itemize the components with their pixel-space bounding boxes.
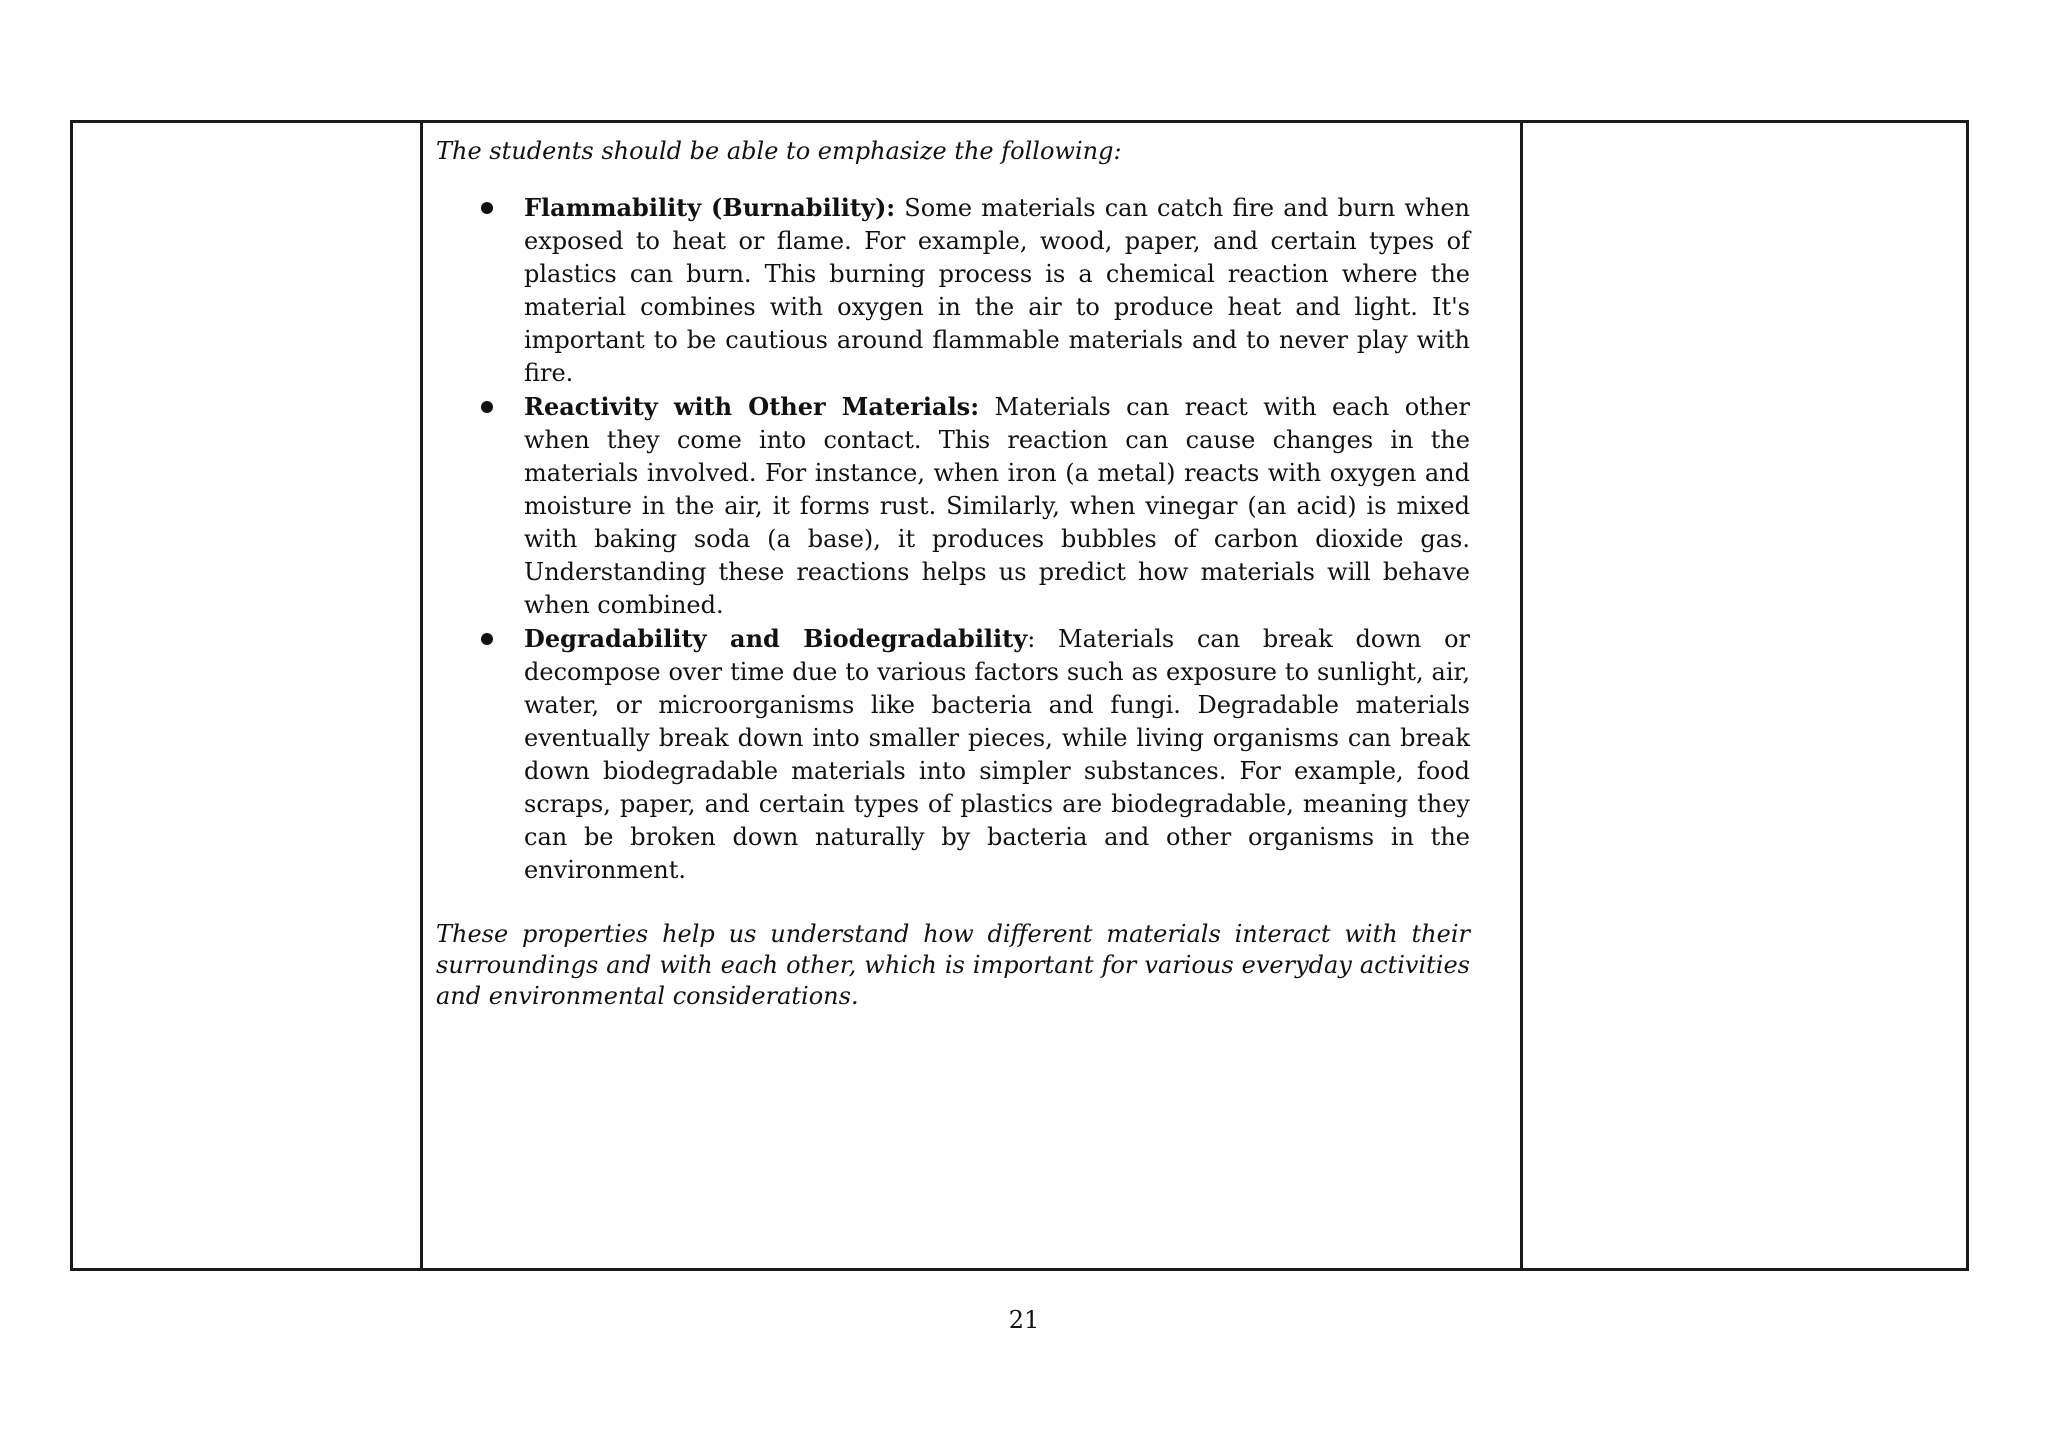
bullet-term: Reactivity with Other Materials:	[524, 392, 980, 421]
list-item-degradability	[436, 622, 1470, 887]
bullet-term: Degradability and Biodegradability	[524, 624, 1028, 653]
page-number: 21	[1008, 1306, 1040, 1334]
bullet-icon	[481, 202, 493, 214]
bullet-icon	[481, 401, 493, 413]
bullet-term: Flammability (Burnability):	[524, 193, 896, 222]
bullet-text: Materials can react with each other when they come into contact. This reaction can cause changes in the materials involved. For instance, when iron (a metal) reacts with oxygen and moisture in the air, it forms rust. Similarly, when vinegar (an acid) is mixed with baking soda (a base), it produces bubbles of carbon dioxide gas. Understanding these reactions helps us predict how materials will behave when combined.	[524, 393, 1471, 619]
right-cell	[1520, 123, 1966, 1268]
bullet-text: : Materials can break down or decompose over time due to various factors such as exposure to sunlight, air, water, or microorganisms like bacteria and fungi. Degradable materials eventually break down into smaller pieces, while living organisms can break down biodegradable materials into simpler substances. For example, food scraps, paper, and certain types of plastics are biodegradable, meaning they can be broken down naturally by bacteria and other organisms in the environment.	[524, 625, 1470, 884]
properties-list	[436, 191, 1470, 887]
middle-cell-content	[436, 135, 1470, 1012]
middle-cell	[423, 123, 1520, 1268]
bullet-text: Some materials can catch fire and burn when exposed to heat or flame. For example, wood, paper, and certain types of plastics can burn. This burning process is a chemical reaction where the material combines with oxygen in the air to produce heat and light. It's important to be cautious around flammable materials and to never play with fire.	[524, 194, 1471, 387]
intro-text: The students should be able to emphasize the following:	[436, 137, 1122, 165]
bullet-icon	[481, 633, 493, 645]
lesson-table	[70, 120, 1969, 1271]
list-item-flammability	[436, 191, 1470, 390]
closing-text: These properties help us understand how different materials interact with their surroundings and with each other, which is important for various everyday activities and environmental considerations.	[436, 920, 1470, 1010]
left-cell	[73, 123, 423, 1268]
list-item-reactivity	[436, 390, 1470, 622]
